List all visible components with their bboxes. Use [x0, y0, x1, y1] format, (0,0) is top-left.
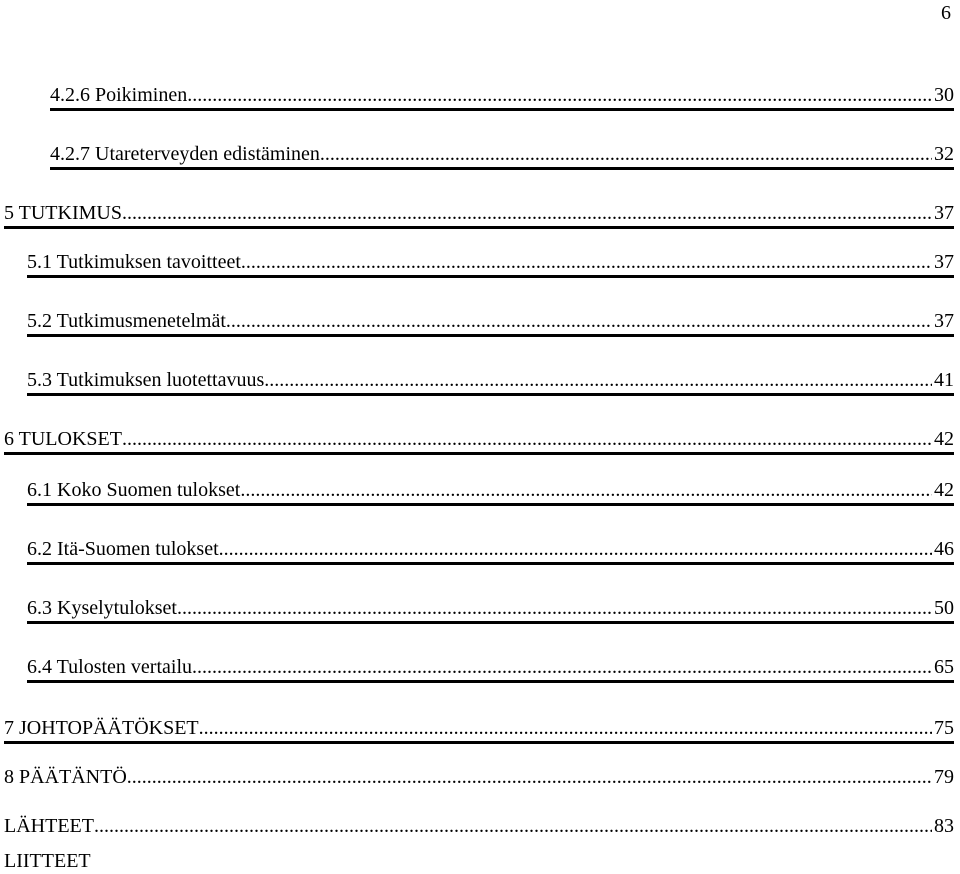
toc-entry — [27, 595, 954, 624]
toc-entry-page-number: 37 — [934, 310, 954, 332]
toc-entry — [27, 536, 954, 565]
toc-entry — [27, 367, 954, 396]
toc-entry-page-number: 37 — [934, 251, 954, 273]
toc-entry-leader-dots — [122, 426, 932, 452]
toc-entry-leader-dots — [192, 654, 932, 680]
toc-entry — [4, 848, 954, 874]
toc-entry-page-number: 83 — [934, 815, 954, 837]
toc-entry — [4, 715, 954, 744]
toc-entry-leader-dots — [127, 764, 932, 790]
toc-entry-page-number: 41 — [934, 369, 954, 391]
toc-entry-leader-dots — [177, 595, 932, 621]
toc-entry-leader-dots — [320, 141, 932, 167]
toc-entry — [4, 200, 954, 229]
toc-entry-leader-dots — [94, 813, 932, 839]
toc-entry-page-number: 65 — [934, 656, 954, 678]
toc-entry-title: LIITTEET — [4, 850, 91, 872]
toc-entry — [27, 308, 954, 337]
toc-entry-title: 5.1 Tutkimuksen tavoitteet — [27, 251, 241, 273]
toc-entry-title: 5.3 Tutkimuksen luotettavuus — [27, 369, 265, 391]
toc-entry — [4, 813, 954, 839]
toc-entry-page-number: 50 — [934, 597, 954, 619]
toc-entry-title: 6.3 Kyselytulokset — [27, 597, 177, 619]
toc-entry-title: 6.4 Tulosten vertailu — [27, 656, 193, 678]
toc-entry-title: 6.2 Itä-Suomen tulokset — [27, 538, 219, 560]
page-number: 6 — [941, 2, 951, 24]
toc-entry-leader-dots — [199, 715, 932, 741]
toc-entry-title: 4.2.7 Utareterveyden edistäminen — [50, 143, 320, 165]
toc-entry-leader-dots — [122, 200, 932, 226]
toc-entry-page-number: 46 — [934, 538, 954, 560]
toc-entry-leader-dots — [187, 82, 932, 108]
toc-entry-leader-dots — [241, 249, 932, 275]
toc-entry — [27, 654, 954, 683]
toc-entry-page-number: 79 — [934, 766, 954, 788]
toc-entry — [50, 82, 954, 111]
toc-entry-leader-dots — [240, 477, 932, 503]
toc-entry — [4, 426, 954, 455]
toc-entry-title: 5 TUTKIMUS — [4, 202, 122, 224]
toc-entry-leader-dots — [219, 536, 932, 562]
toc-entry-title: 8 PÄÄTÄNTÖ — [4, 766, 127, 788]
toc-entry-leader-dots — [226, 308, 932, 334]
toc-entry-title: 5.2 Tutkimusmenetelmät — [27, 310, 226, 332]
toc-entry — [27, 477, 954, 506]
toc-entry-title: 7 JOHTOPÄÄTÖKSET — [4, 717, 199, 739]
toc-entry — [4, 764, 954, 790]
toc-entry-title: 6.1 Koko Suomen tulokset — [27, 479, 241, 501]
toc-entry-page-number: 30 — [934, 84, 954, 106]
toc-entry — [50, 141, 954, 170]
toc-entry-page-number: 32 — [934, 143, 954, 165]
toc-entry-title: 6 TULOKSET — [4, 428, 122, 450]
toc-entry-title: LÄHTEET — [4, 815, 94, 837]
toc-entry-page-number: 42 — [934, 428, 954, 450]
toc-entry-leader-dots — [264, 367, 932, 393]
toc-entry — [27, 249, 954, 278]
toc-entry-title: 4.2.6 Poikiminen — [50, 84, 188, 106]
toc-entry-page-number: 42 — [934, 479, 954, 501]
toc-entry-page-number: 37 — [934, 202, 954, 224]
toc-entry-page-number: 75 — [934, 717, 954, 739]
